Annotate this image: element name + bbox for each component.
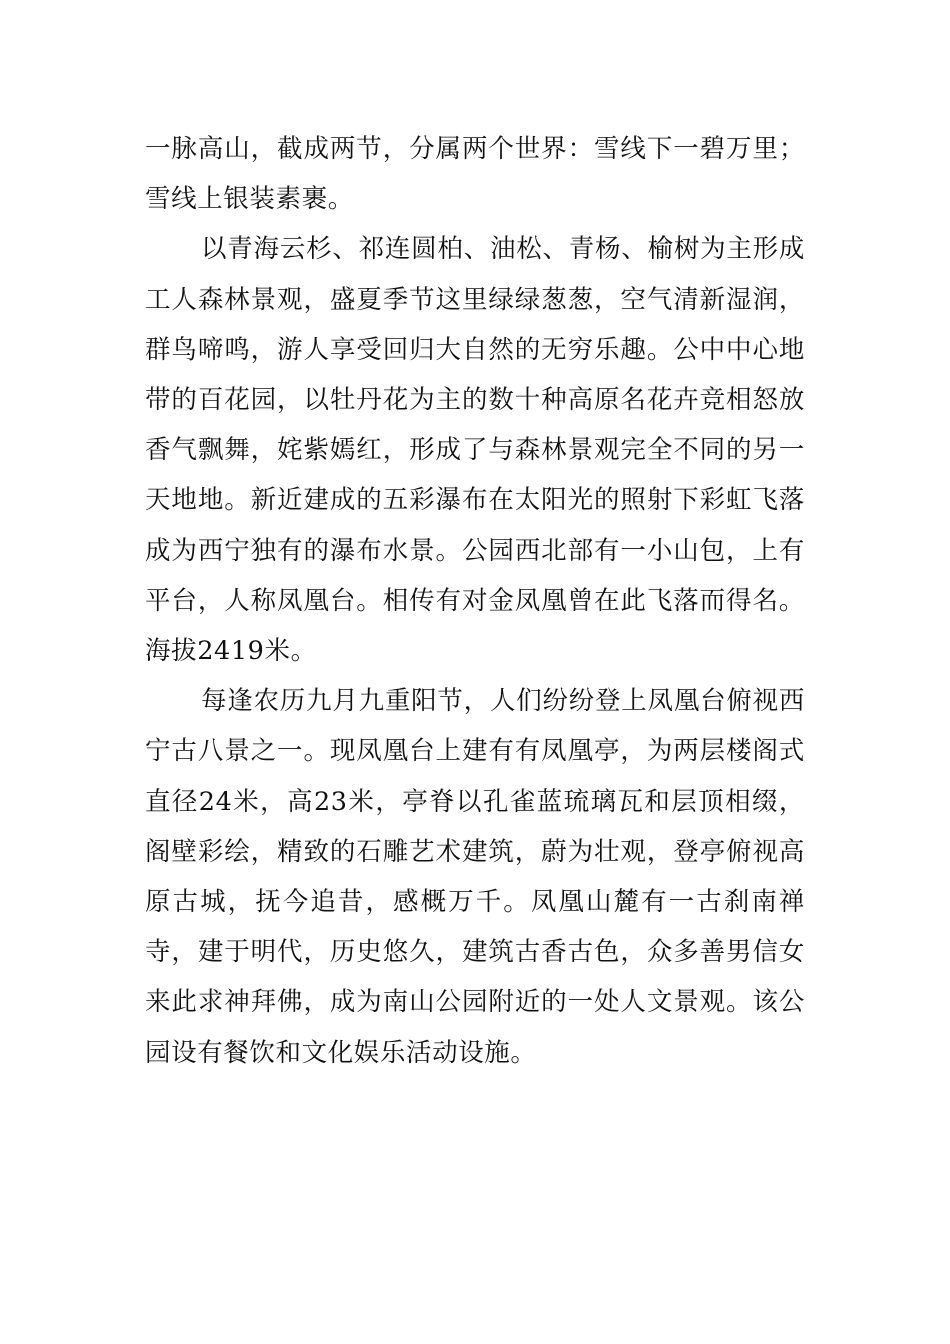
paragraph-1: 一脉高山，截成两节，分属两个世界：雪线下一碧万里；雪线上银装素裹。 [145, 134, 805, 215]
paragraph-2: 以青海云杉、祁连圆柏、油松、青杨、榆树为主形成工人森林景观，盛夏季节这里绿绿葱葱，空气清新湿润，群鸟啼鸣，游人享受回归大自然的无穷乐趣。公中中心地带的百花园，以牡丹花为主的数十种高原名花卉竞相怒放香气飘舞，姹紫嫣红，形成了与森林景观完全不同的另一天地地。新近建成的五彩瀑布在太阳光的照射下彩虹飞落成为西宁独有的瀑布水景。公园西北部有一小山包，上有平台，人称凤凰台。相传有对金凤凰曾在此飞落而得名。海拔2419米。 [145, 234, 805, 667]
document-body [145, 124, 805, 1078]
paragraph-3: 每逢农历九月九重阳节，人们纷纷登上凤凰台俯视西宁古八景之一。现凤凰台上建有有凤凰亭，为两层楼阁式直径24米，高23米，亭脊以孔雀蓝琉璃瓦和层顶相缀，阁壁彩绘，精致的石雕艺术建筑，蔚为壮观，登亭俯视高原古城，抚今追昔，感概万千。凤凰山麓有一古刹南禅寺，建于明代，历史悠久，建筑古香古色，众多善男信女来此求神拜佛，成为南山公园附近的一处人文景观。该公园设有餐饮和文化娱乐活动设施。 [145, 686, 805, 1068]
